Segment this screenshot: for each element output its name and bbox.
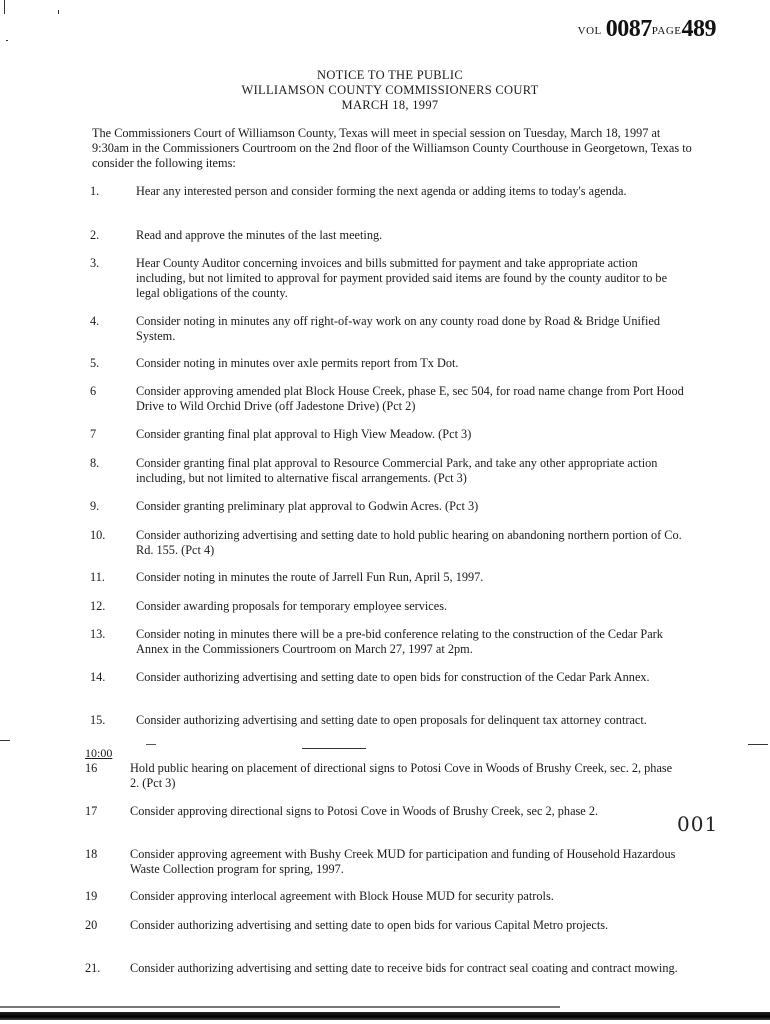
item-text: Consider granting final plat approval to Resource Commercial Park, and take any other appropriate action including, but not limited to alternative fiscal arrangements. (Pct 3) (136, 456, 658, 485)
item-text: Consider approving agreement with Bushy Creek MUD for participation and funding of Household Hazardous Waste Collection program for spring, 1997. (130, 847, 676, 876)
item-text: Read and approve the minutes of the last meeting. (136, 228, 383, 242)
item-text: Consider awarding proposals for temporary employee services. (136, 599, 448, 613)
item-text: Consider granting preliminary plat approval to Godwin Acres. (Pct 3) (136, 499, 479, 513)
notice-header (0, 68, 770, 113)
volume-page-stamp (578, 16, 716, 43)
item-text: Consider approving amended plat Block House Creek, phase E, sec 504, for road name change from Port Hood Drive to Wild Orchid Drive (off Jadestone Drive) (Pct 2) (136, 384, 684, 413)
stamp-volume: 0087 (605, 16, 652, 42)
header-line-court: WILLIAMSON COUNTY COMMISSIONERS COURT (241, 83, 539, 97)
scan-bottom-line (0, 1006, 560, 1008)
item-number: 15. (90, 713, 106, 727)
stamp-prefix: VOL (577, 25, 602, 37)
item-text: Hear County Auditor concerning invoices and bills submitted for payment and take appropriate action including, but not limited to approval for payment provided said items are found by the county auditor to be legal obligations of the county. (136, 256, 668, 300)
item-text: Consider authorizing advertising and setting date to open bids for construction of the Cedar Park Annex. (136, 670, 650, 684)
item-text: Consider approving interlocal agreement with Block House MUD for security patrols. (130, 889, 554, 903)
item-number: 4. (90, 314, 100, 328)
scan-edge-mark (0, 740, 10, 741)
item-number: 10. (90, 528, 106, 542)
item-text: Consider noting in minutes there will be a pre-bid conference relating to the construction of the Cedar Park Annex in the Commissioners Courtroom on March 27, 1997 at 2pm. (136, 627, 663, 656)
item-text: Consider noting in minutes the route of Jarrell Fun Run, April 5, 1997. (136, 570, 484, 584)
item-text: Hold public hearing on placement of directional signs to Potosi Cove in Woods of Brushy Creek, sec. 2, phase 2. (Pct 3) (130, 761, 673, 790)
item-number: 16 (85, 761, 98, 775)
scan-dash-mark (146, 744, 156, 745)
scan-edge-mark (6, 40, 8, 41)
header-line-notice: NOTICE TO THE PUBLIC (317, 68, 463, 82)
item-number: 2. (90, 228, 100, 242)
item-text: Consider authorizing advertising and setting date to receive bids for contract seal coating and contract mowing. (130, 961, 678, 975)
item-text: Consider noting in minutes any off right-of-way work on any county road done by Road & Bridge Unified System. (136, 314, 661, 343)
item-number: 6 (90, 384, 97, 398)
item-number: 20 (85, 918, 98, 932)
scan-edge-mark (748, 744, 768, 745)
item-number: 18 (85, 847, 98, 861)
item-number: 12. (90, 599, 106, 613)
item-text: Consider noting in minutes over axle permits report from Tx Dot. (136, 356, 459, 370)
item-text: Consider authorizing advertising and setting date to open proposals for delinquent tax attorney contract. (136, 713, 647, 727)
scan-edge-mark (58, 10, 59, 14)
item-number: 19 (85, 889, 98, 903)
item-text: Consider authorizing advertising and setting date to hold public hearing on abandoning northern portion of Co. Rd. 155. (Pct 4) (136, 528, 682, 557)
intro-paragraph: The Commissioners Court of Williamson County, Texas will meet in special session on Tuesday, March 18, 1997 at 9:30am in the Commissioners Courtroom on the 2nd floor of the Williamson County Courthouse in Georgetown, Texas to consider the following items: (92, 126, 692, 170)
item-number: 5. (90, 356, 100, 370)
item-number: 11. (90, 570, 105, 584)
item-text: Hear any interested person and consider forming the next agenda or adding items to today's agenda. (136, 184, 627, 198)
stamp-page: 489 (681, 16, 716, 42)
time-rule-line (302, 748, 366, 749)
scan-edge-mark (4, 0, 5, 14)
item-number: 3. (90, 256, 100, 270)
item-number: 21. (85, 961, 101, 975)
item-text: Consider approving directional signs to Potosi Cove in Woods of Brushy Creek, sec 2, phase 2. (130, 804, 599, 818)
handwritten-page-number: 001 (677, 812, 719, 836)
item-number: 17 (85, 804, 98, 818)
item-number: 8. (90, 456, 100, 470)
item-number: 14. (90, 670, 106, 684)
item-number: 7 (90, 427, 97, 441)
item-number: 9. (90, 499, 100, 513)
item-number: 13. (90, 627, 106, 641)
item-text: Consider authorizing advertising and setting date to open bids for various Capital Metro projects. (130, 918, 609, 932)
item-number: 1. (90, 184, 100, 198)
time-marker: 10:00 (85, 746, 113, 760)
header-line-date: MARCH 18, 1997 (341, 98, 439, 112)
stamp-page-label: PAGE (651, 25, 682, 37)
item-text: Consider granting final plat approval to High View Meadow. (Pct 3) (136, 427, 472, 441)
scan-bottom-edge (0, 1012, 770, 1020)
